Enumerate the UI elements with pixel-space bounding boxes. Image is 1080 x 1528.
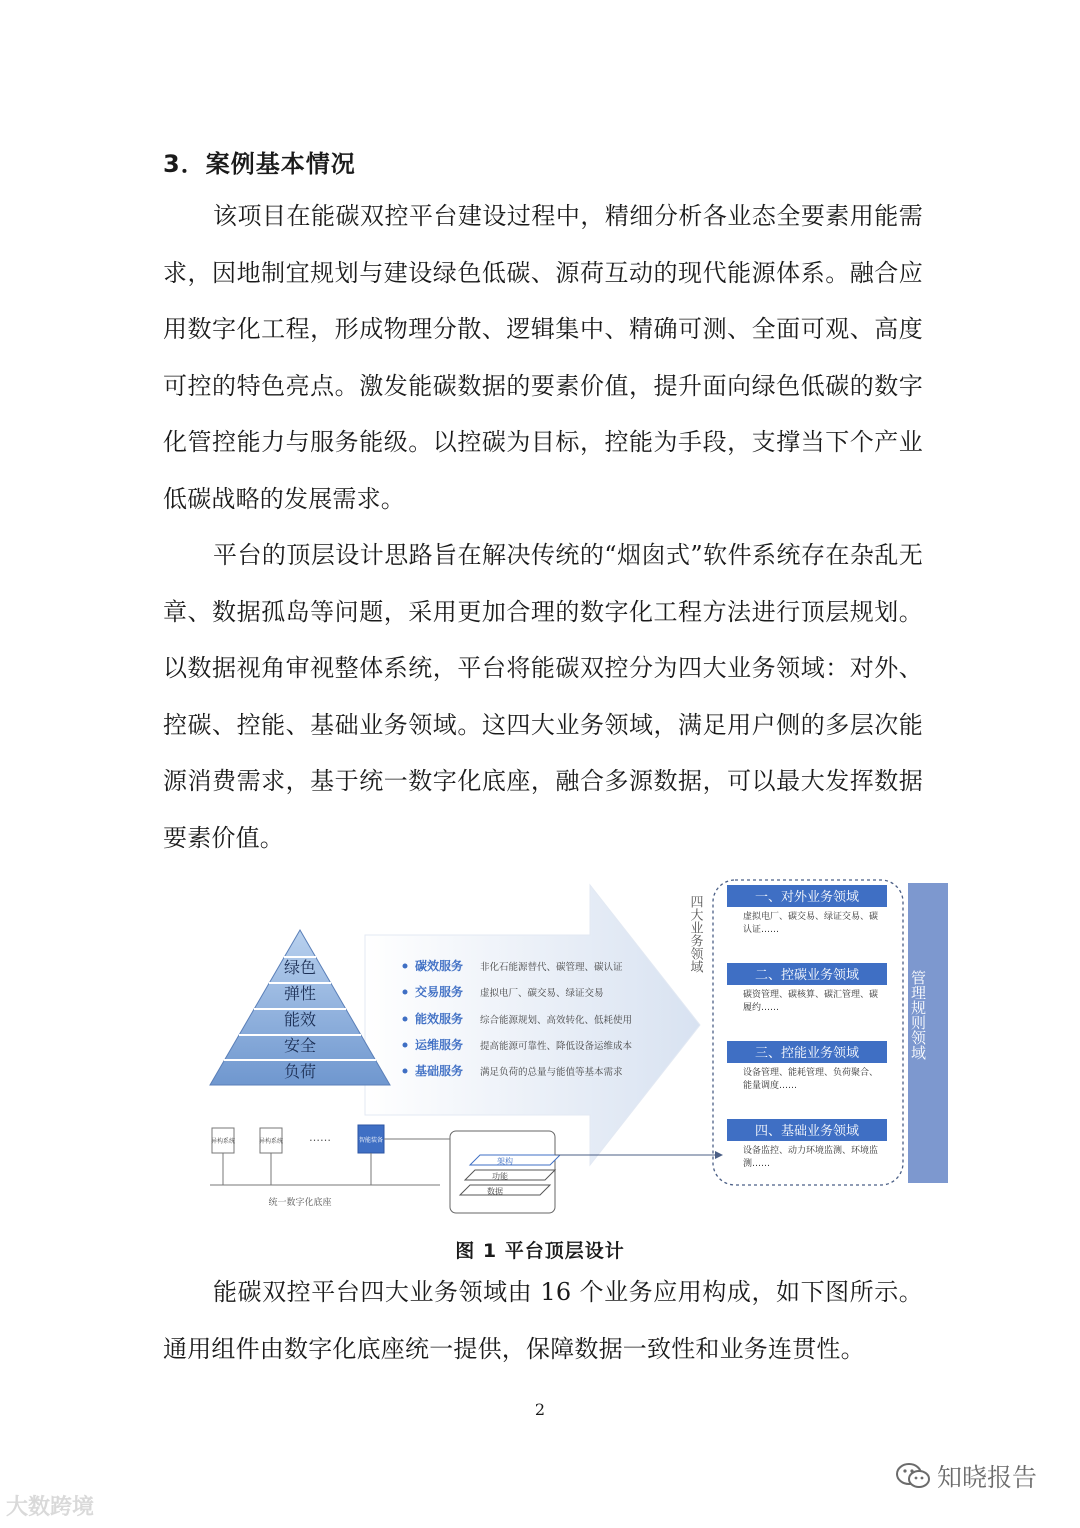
service-name: 交易服务 xyxy=(415,985,464,999)
pyramid-level: 弹性 xyxy=(283,984,317,1003)
page-number: 2 xyxy=(534,1400,546,1419)
domain-desc: 设备监控、动力环境监测、环境监测…… xyxy=(743,1146,879,1169)
domain-title: 二、控碳业务领域 xyxy=(754,968,860,983)
domain-box xyxy=(727,963,887,1029)
layer-stack xyxy=(384,1131,723,1213)
service-name: 运维服务 xyxy=(415,1038,464,1052)
service-desc: 满足负荷的总量与能值等基本需求 xyxy=(480,1067,623,1078)
service-desc: 综合能源规划、高效转化、低耗使用 xyxy=(480,1015,633,1026)
service-name: 能效服务 xyxy=(415,1012,464,1026)
watermark-left-text: 大数跨境 xyxy=(6,1495,95,1520)
systems-row xyxy=(210,1125,440,1208)
layer-label: 数据 xyxy=(487,1187,503,1196)
service-name: 碳效服务 xyxy=(415,959,464,973)
wechat-icon xyxy=(895,1462,931,1490)
layer-label: 架构 xyxy=(497,1157,513,1166)
system-label: 异构系统 xyxy=(210,1138,236,1145)
paragraph-2: 平台的顶层设计思路旨在解决传统的“烟囱式”软件系统存在杂乱无章、数据孤岛等问题，采用更加合理的数字化工程方法进行顶层规划。以数据视角审视整体系统，平台将能碳双控分为四大业务领域：对外、控碳、控能、基础业务领域。这四大业务领域，满足用户侧的多层次能源消费需求，基于统一数字化底座，融合多源数据，可以最大发挥数据要素价值。 xyxy=(163,541,923,852)
paragraph-1: 该项目在能碳双控平台建设过程中，精细分析各业态全要素用能需求，因地制宜规划与建设绿色低碳、源荷互动的现代能源体系。融合应用数字化工程，形成物理分散、逻辑集中、精确可测、全面可观、高度可控的特色亮点。激发能碳数据的要素价值，提升面向绿色低碳的数字化管控能力与服务能级。以控碳为目标，控能为手段，支撑当下个产业低碳战略的发展需求。 xyxy=(163,202,923,513)
pyramid-level: 负荷 xyxy=(283,1062,317,1081)
service-name: 基础服务 xyxy=(415,1064,464,1078)
pyramid-level: 能效 xyxy=(283,1010,317,1029)
domain-box xyxy=(727,1041,887,1107)
domain-box xyxy=(727,885,887,951)
watermark-right-text: 知晓报告 xyxy=(937,1463,1038,1492)
domain-title: 一、对外业务领域 xyxy=(754,890,860,905)
four-domains-label: 四大业务领域 xyxy=(687,895,703,973)
system-label: …… xyxy=(309,1131,331,1144)
paragraph-3: 能碳双控平台四大业务领域由 16 个业务应用构成，如下图所示。通用组件由数字化底座统一提供，保障数据一致性和业务连贯性。 xyxy=(163,1278,923,1363)
pyramid-level: 安全 xyxy=(283,1036,317,1055)
domain-box xyxy=(727,1119,887,1185)
domain-title: 四、基础业务领域 xyxy=(754,1124,860,1139)
service-desc: 虚拟电厂、碳交易、绿证交易 xyxy=(480,988,604,999)
pyramid-level: 绿色 xyxy=(283,958,317,977)
watermark-right xyxy=(895,1458,1037,1494)
layer-label: 功能 xyxy=(492,1172,508,1181)
system-label: 智能装备 xyxy=(358,1137,384,1144)
domain-desc: 碳资管理、碳核算、碳汇管理、碳履约…… xyxy=(743,990,879,1013)
domain-desc: 设备管理、能耗管理、负荷聚合、能量调度…… xyxy=(743,1068,879,1091)
watermark-left xyxy=(6,1490,94,1521)
system-label: 异构系统 xyxy=(258,1138,284,1145)
domain-desc: 虚拟电厂、碳交易、绿证交易、碳认证…… xyxy=(743,912,879,935)
platform-design-figure xyxy=(200,875,950,1208)
service-desc: 提高能源可靠性、降低设备运维成本 xyxy=(480,1041,633,1052)
figure-caption: 图 1 平台顶层设计 xyxy=(455,1240,625,1262)
base-label: 统一数字化底座 xyxy=(268,1198,332,1208)
domain-title: 三、控能业务领域 xyxy=(754,1046,860,1061)
section-heading: 3．案例基本情况 xyxy=(163,150,356,178)
pyramid xyxy=(210,930,390,1085)
service-desc: 非化石能源替代、碳管理、碳认证 xyxy=(480,962,623,973)
mgmt-rules-label: 管理规则领域 xyxy=(909,970,927,1060)
